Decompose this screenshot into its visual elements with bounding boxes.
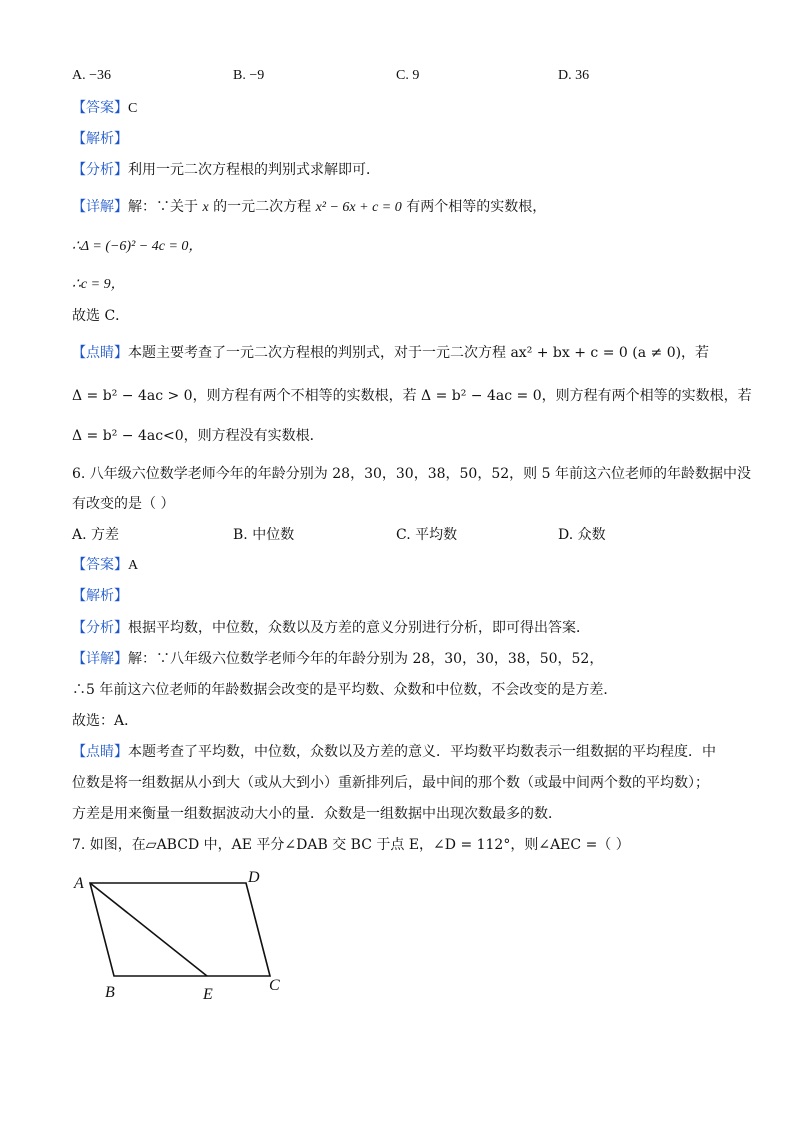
dianjing-text-1: 本题主要考查了一元二次方程根的判别式，对于一元二次方程 ax² + bx + c = 0 (a ≠ 0)，若 [128,345,710,361]
label-a: A [74,875,84,892]
label-c: C [269,977,280,994]
q6-xiangjie-line [72,649,603,669]
analysis-label: 【解析】 [72,588,128,604]
dianjing-label: 【点睛】 [72,744,128,760]
parallelogram-abcd [90,883,270,976]
fenxi-label: 【分析】 [72,162,128,178]
q6-option-a: A. 方差 [72,527,120,543]
q6-stem-line-2: 有改变的是（ ） [72,496,175,512]
q5-dianjing-line-3: Δ = b² − 4ac<0，则方程没有实数根． [72,428,324,444]
q5-option-a: A. −36 [72,68,112,83]
q5-option-d: D. 36 [558,68,590,83]
q6-answer-line [72,555,138,576]
analysis-label: 【解析】 [72,131,128,147]
q6-dianjing-line-2: 位数是将一组数据从小到大（或从大到小）重新排列后，最中间的那个数（或最中间两个数的平均数）； [72,775,709,791]
q6-option-d: D. 众数 [558,527,606,543]
q6-fenxi-line [72,618,590,638]
q5-xiangjie-line [72,197,546,218]
label-d: D [248,869,260,886]
q5-step-2: ∴c = 9， [72,277,125,292]
xiangjie-var: x [202,200,209,215]
label-b: B [105,984,115,1001]
answer-value: C [128,101,138,116]
q6-dianjing-line-1 [72,742,716,762]
segment-ae [90,883,207,976]
q6-option-b: B. 中位数 [233,527,295,543]
q6-stem-line-1: 6. 八年级六位数学老师今年的年龄分别为 28，30，30，38，50，52，则 5 年前这六位老师的年龄数据中没 [72,466,751,482]
answer-value: A [128,558,139,573]
q5-answer-line [72,98,137,119]
xiangjie-equation: x² − 6x + c = 0 [315,200,402,215]
q5-option-b: B. −9 [233,68,265,83]
label-e: E [203,986,213,1003]
xiangjie-mid: 的一元二次方程 [208,199,316,215]
q5-fenxi-line [72,160,380,180]
xiangjie-prefix: 解：∵关于 [128,199,203,215]
xiangjie-suffix: 有两个相等的实数根， [401,199,547,215]
xiangjie-text: 解：∵八年级六位数学老师今年的年龄分别为 28，30，30，38，50，52， [128,651,604,667]
fenxi-label: 【分析】 [72,620,128,636]
q7-stem: 7. 如图，在▱ABCD 中，AE 平分∠DAB 交 BC 于点 E，∠D = 112°，则∠AEC =（ ） [72,837,630,853]
q5-dianjing-line-1 [72,343,709,363]
q6-dianjing-line-3: 方差是用来衡量一组数据波动大小的量．众数是一组数据中出现次数最多的数． [72,806,562,822]
parallelogram-figure [64,860,304,1010]
q5-option-c: C. 9 [396,68,420,83]
q6-step-2: 故选：A． [72,713,139,729]
q6-option-c: C. 平均数 [396,527,458,543]
fenxi-text: 利用一元二次方程根的判别式求解即可． [128,162,380,178]
answer-label: 【答案】 [72,557,128,573]
dianjing-text-1: 本题考查了平均数，中位数，众数以及方差的意义．平均数平均数表示一组数据的平均程度．中 [128,744,716,760]
answer-label: 【答案】 [72,100,128,116]
q5-dianjing-line-2: Δ = b² − 4ac > 0，则方程有两个不相等的实数根，若 Δ = b² − 4ac = 0，则方程有两个相等的实数根，若 [72,388,752,404]
q5-step-3: 故选 C． [72,308,130,324]
fenxi-text: 根据平均数，中位数，众数以及方差的意义分别进行分析，即可得出答案． [128,620,590,636]
dianjing-label: 【点睛】 [72,345,128,361]
q6-step-1: ∴5 年前这六位老师的年龄数据会改变的是平均数、众数和中位数，不会改变的是方差． [72,682,618,698]
xiangjie-label: 【详解】 [72,199,128,215]
q5-step-1: ∴Δ = (−6)² − 4c = 0， [72,239,203,254]
xiangjie-label: 【详解】 [72,651,128,667]
